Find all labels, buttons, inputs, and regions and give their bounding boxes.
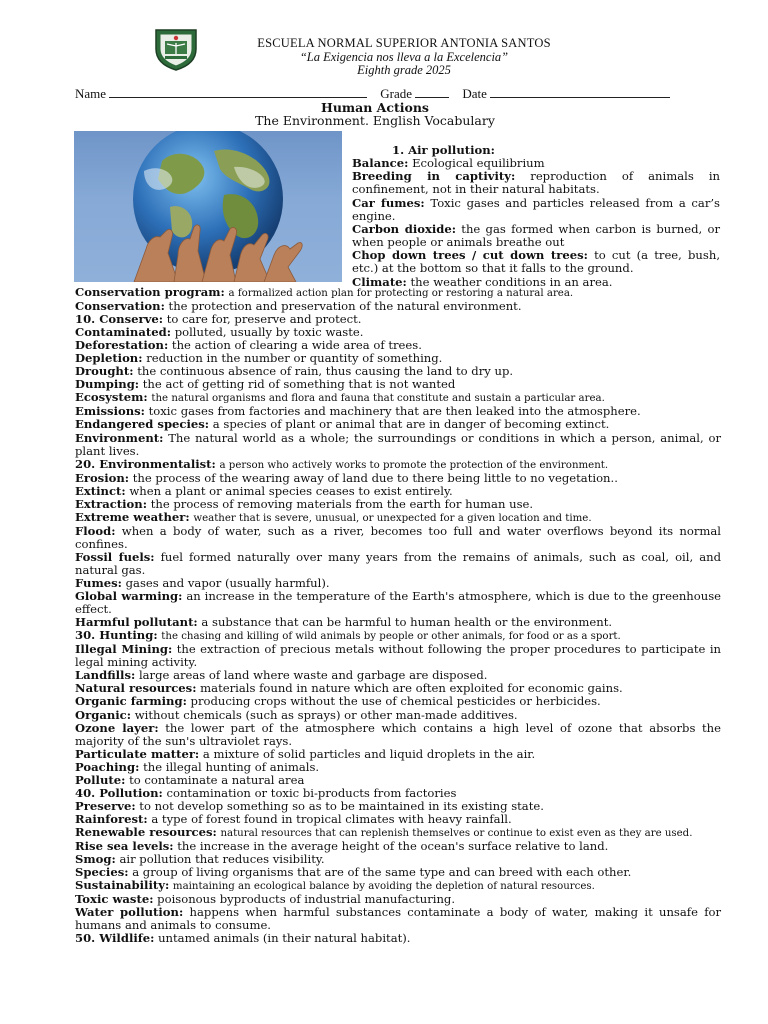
vocab-definition: materials found in nature which are often exploited for economic gains. (200, 681, 623, 696)
vocab-term: Carbon dioxide: (352, 221, 457, 236)
vocab-term: Climate: (352, 274, 407, 289)
vocab-entry (75, 432, 721, 458)
vocab-term: Species: (75, 865, 129, 880)
vocab-entry (352, 249, 720, 275)
vocab-entry (75, 525, 721, 551)
vocab-term: Erosion: (75, 470, 130, 485)
grade-label: Grade (380, 86, 413, 101)
vocab-definition: large areas of land where waste and garbage are disposed. (138, 668, 488, 683)
vocab-definition: the protection and preservation of the natural environment. (168, 299, 522, 314)
vocab-definition: to contaminate a natural area (129, 772, 305, 787)
vocab-definition: the continuous absence of rain, thus causing the land to dry up. (137, 364, 514, 379)
vocab-term: Environment: (75, 430, 164, 445)
vocab-entry (75, 458, 721, 472)
vocab-definition: to care for, preserve and protect. (166, 312, 362, 327)
vocab-definition: air pollution that reduces visibility. (119, 852, 325, 867)
vocab-term: Organic: (75, 707, 131, 722)
vocab-definition: producing crops without the use of chemical pesticides or herbicides. (190, 694, 601, 709)
earth-in-hands-image (74, 131, 342, 282)
vocab-entry (75, 590, 721, 616)
vocab-term: Sustainability: (75, 878, 170, 893)
vocab-term: Rise sea levels: (75, 838, 174, 853)
vocab-entry (75, 551, 721, 577)
page-title: Human Actions (321, 100, 429, 115)
date-field[interactable] (490, 87, 670, 98)
vocab-definition: a formalized action plan for protecting or restoring a natural area. (228, 288, 574, 299)
vocab-entry (352, 223, 720, 249)
vocab-entry (75, 378, 721, 391)
vocab-definition: when a body of water, such as a river, becomes too full and water overflows beyond its normal confines. (75, 523, 721, 551)
vocab-definition: the natural organisms and flora and fauna that constitute and sustain a particular area. (151, 393, 605, 405)
name-field[interactable] (109, 87, 367, 98)
name-label: Name (75, 86, 107, 101)
vocab-definition: a substance that can be harmful to human health or the environment. (201, 615, 613, 630)
vocab-term: Balance: (352, 156, 409, 171)
vocab-term: Extraction: (75, 496, 147, 511)
vocab-term: Fossil fuels: (75, 549, 155, 564)
vocab-term: Ozone layer: (75, 720, 159, 735)
vocab-definition: the weather conditions in an area. (410, 274, 613, 289)
vocab-term: Drought: (75, 364, 134, 379)
vocab-definition: the extraction of precious metals without following the proper procedures to participate in legal mining activity. (75, 642, 722, 670)
vocab-definition: the lower part of the atmosphere which contains a high level of ozone that absorbs the majority of the sun's ultraviolet rays. (75, 720, 722, 748)
vocab-definition: toxic gases from factories and machinery that are then leaked into the atmosphere. (148, 404, 641, 419)
vocab-entry (75, 932, 721, 945)
vocab-term: Deforestation: (75, 338, 169, 353)
vocab-term: Conservation program: (75, 285, 225, 299)
vocab-term: Poaching: (75, 759, 140, 774)
vocab-definition: The natural world as a whole; the surroundings or conditions in which a person, animal, or plant lives. (75, 430, 721, 458)
vocab-term: Endangered species: (75, 417, 210, 432)
vocab-term: Contaminated: (75, 325, 171, 340)
vocab-definition: when a plant or animal species ceases to exist entirely. (129, 483, 453, 498)
vocab-definition: Toxic gases and particles released from a car’s engine. (352, 195, 721, 223)
vocab-entry (352, 170, 720, 196)
vocab-definition: a species of plant or animal that are in danger of becoming extinct. (212, 417, 610, 432)
vocab-term: Car fumes: (352, 195, 425, 210)
vocab-term: Conservation: (75, 299, 165, 314)
vocab-definition: the illegal hunting of animals. (143, 759, 320, 774)
vocab-term: Emissions: (75, 404, 145, 419)
vocab-term: Fumes: (75, 576, 122, 591)
vocab-term: Breeding in captivity: (352, 169, 516, 184)
grade-field[interactable] (415, 87, 449, 98)
vocab-definition: to not develop something so as to be maintained in its existing state. (139, 798, 544, 813)
vocab-entry (352, 197, 720, 223)
vocab-definition: maintaining an ecological balance by avoiding the depletion of natural resources. (172, 881, 595, 893)
vocab-term: Extreme weather: (75, 509, 190, 524)
vocab-entry (75, 906, 721, 932)
vocab-term: Harmful pollutant: (75, 615, 198, 630)
vocab-definition: weather that is severe, unusual, or unexpected for a given location and time. (193, 512, 592, 524)
vocab-definition: reproduction of animals in confinement, not in their natural habitats. (352, 169, 720, 197)
vocab-term: Illegal Mining: (75, 642, 173, 657)
vocab-term: Depletion: (75, 351, 143, 366)
vocab-top-list (352, 144, 720, 289)
vocab-term: Flood: (75, 523, 116, 538)
vocab-definition: a group of living organisms that are of the same type and can breed with each other. (132, 865, 632, 880)
vocab-entry (75, 826, 721, 840)
vocab-definition: gases and vapor (usually harmful). (125, 576, 330, 591)
vocab-definition: the gas formed when carbon is burned, or when people or animals breathe out (352, 221, 720, 250)
vocab-entry (75, 879, 721, 893)
vocab-definition: fuel formed naturally over many years from the remains of animals, such as coal, oil, and natural gas. (75, 549, 722, 577)
vocab-entry (75, 629, 721, 643)
vocab-term: 10. Conserve: (75, 312, 164, 327)
vocab-term: Toxic waste: (75, 892, 154, 907)
vocab-term: Natural resources: (75, 681, 197, 696)
vocab-term: Chop down trees / cut down trees: (352, 248, 588, 263)
school-name: ESCUELA NORMAL SUPERIOR ANTONIA SANTOS (257, 36, 551, 50)
vocab-definition: untamed animals (in their natural habitat). (158, 931, 411, 946)
vocab-definition: the process of removing materials from the earth for human use. (150, 496, 534, 511)
vocab-definition: natural resources that can replenish themselves or continue to exist even as they are used. (220, 827, 693, 839)
vocab-entry (75, 722, 721, 748)
vocab-definition: reduction in the number or quantity of something. (146, 351, 443, 366)
vocab-definition: a person who actively works to promote the protection of the environment. (219, 459, 609, 471)
vocab-definition: the process of the wearing away of land due to there being little to no vegetation.. (132, 470, 618, 485)
vocab-definition: to cut (a tree, bush, etc.) at the bottom so that it falls to the ground. (352, 248, 721, 276)
vocab-definition: a mixture of solid particles and liquid droplets in the air. (202, 746, 536, 761)
vocab-definition: the chasing and killing of wild animals by people or other animals, for food or as a sport. (161, 631, 621, 643)
vocab-definition: happens when harmful substances contaminate a body of water, making it unsafe for humans and animals to consume. (75, 905, 722, 933)
vocab-list (75, 286, 721, 945)
vocab-term: Preserve: (75, 798, 136, 813)
vocab-entry (75, 391, 721, 405)
vocab-definition: the act of getting rid of something that is not wanted (142, 377, 456, 392)
vocab-term: Water pollution: (75, 905, 184, 920)
vocab-entry (75, 616, 721, 629)
vocab-definition: an increase in the temperature of the Earth's atmosphere, which is due to the greenhouse effect. (75, 589, 722, 617)
school-motto: “La Exigencia nos lleva a la Excelencia” (299, 50, 509, 64)
grade-year: Eighth grade 2025 (357, 63, 451, 77)
vocab-term: Extinct: (75, 483, 126, 498)
vocab-definition: contamination or toxic bi-products from factories (166, 785, 457, 800)
vocab-term: 20. Environmentalist: (75, 456, 216, 471)
vocab-term: Smog: (75, 852, 116, 867)
section-heading: 1. Air pollution: (392, 143, 495, 157)
vocab-definition: polluted, usually by toxic waste. (174, 325, 364, 340)
vocab-term: Global warming: (75, 589, 183, 604)
vocab-term: Renewable resources: (75, 824, 217, 839)
vocab-entry (75, 643, 721, 669)
vocab-term: Landfills: (75, 668, 136, 683)
vocab-term: 50. Wildlife: (75, 931, 155, 946)
page-subtitle: The Environment. English Vocabulary (255, 113, 495, 128)
vocab-definition: without chemicals (such as sprays) or other man-made additives. (134, 707, 518, 722)
vocab-entry (75, 511, 721, 525)
vocab-term: Particulate matter: (75, 746, 200, 761)
vocab-term: Dumping: (75, 377, 140, 392)
vocab-definition: a type of forest found in tropical climates with heavy rainfall. (151, 811, 512, 826)
vocab-definition: the increase in the average height of the ocean's surface relative to land. (177, 838, 609, 853)
vocab-term: Pollute: (75, 772, 126, 787)
vocab-term: Ecosystem: (75, 390, 148, 405)
vocab-definition: Ecological equilibrium (412, 156, 545, 171)
vocab-entry (75, 286, 721, 300)
vocab-definition: the action of clearing a wide area of trees. (171, 338, 422, 353)
vocab-term: 30. Hunting: (75, 628, 158, 643)
vocab-term: Organic farming: (75, 694, 187, 709)
vocab-term: Rainforest: (75, 811, 148, 826)
date-label: Date (462, 86, 487, 101)
vocab-definition: poisonous byproducts of industrial manufacturing. (157, 892, 456, 907)
vocab-term: 40. Pollution: (75, 785, 163, 800)
